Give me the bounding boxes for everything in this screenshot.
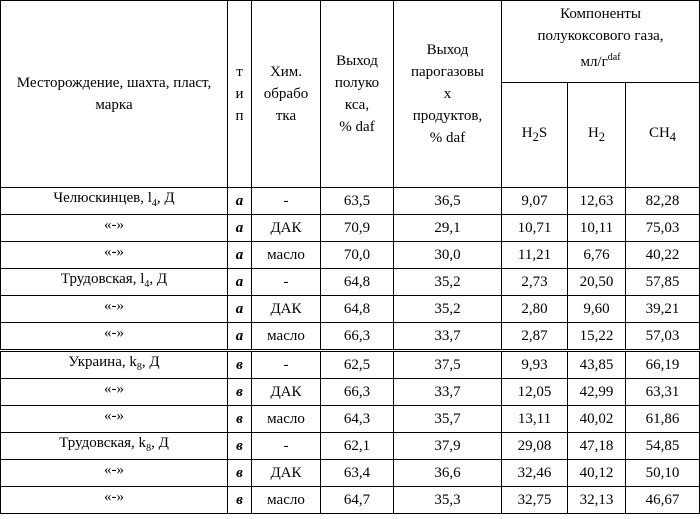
cell-type: в	[228, 433, 252, 460]
cell-ch4: 57,03	[626, 323, 700, 351]
cell-ch4: 63,31	[626, 379, 700, 406]
table-row	[1, 406, 700, 433]
cell-type: а	[228, 323, 252, 351]
cell-type: а	[228, 188, 252, 215]
cell-ch4: 61,86	[626, 406, 700, 433]
cell-h2s: 9,07	[502, 188, 568, 215]
cell-vapor-yield: 37,5	[394, 351, 502, 379]
cell-h2s: 2,73	[502, 269, 568, 296]
header-chem-treatment: Хим. обрабо тка	[252, 1, 321, 188]
cell-chem-treatment: -	[252, 351, 321, 379]
cell-h2: 47,18	[568, 433, 626, 460]
cell-deposit: «-»	[1, 323, 228, 351]
cell-type: а	[228, 215, 252, 242]
cell-semicoke-yield: 64,8	[321, 296, 394, 323]
cell-vapor-yield: 29,1	[394, 215, 502, 242]
cell-semicoke-yield: 66,3	[321, 323, 394, 351]
cell-vapor-yield: 33,7	[394, 323, 502, 351]
cell-chem-treatment: -	[252, 269, 321, 296]
cell-h2s: 9,93	[502, 351, 568, 379]
cell-chem-treatment: масло	[252, 242, 321, 269]
cell-vapor-yield: 35,2	[394, 296, 502, 323]
cell-semicoke-yield: 64,8	[321, 269, 394, 296]
table-row	[1, 460, 700, 487]
cell-vapor-yield: 36,5	[394, 188, 502, 215]
cell-type: в	[228, 379, 252, 406]
header-vapor-yield: Выход парогазовы х продуктов, % daf	[394, 1, 502, 188]
cell-ch4: 40,22	[626, 242, 700, 269]
header-ch4: $CH_4$	[626, 83, 700, 188]
table-row	[1, 433, 700, 460]
table-row	[1, 269, 700, 296]
cell-ch4: 50,10	[626, 460, 700, 487]
cell-chem-treatment: ДАК	[252, 379, 321, 406]
cell-h2: 42,99	[568, 379, 626, 406]
cell-semicoke-yield: 70,9	[321, 215, 394, 242]
cell-chem-treatment: масло	[252, 487, 321, 514]
header-h2: $H_2$	[568, 83, 626, 188]
cell-type: в	[228, 406, 252, 433]
cell-h2: 15,22	[568, 323, 626, 351]
table-row	[1, 323, 700, 351]
cell-type: а	[228, 296, 252, 323]
cell-ch4: 54,85	[626, 433, 700, 460]
cell-h2: 20,50	[568, 269, 626, 296]
cell-h2s: 32,75	[502, 487, 568, 514]
cell-semicoke-yield: 63,5	[321, 188, 394, 215]
cell-h2s: 10,71	[502, 215, 568, 242]
cell-deposit: «-»	[1, 487, 228, 514]
header-semicoke-yield: Выход полуко кса, % daf	[321, 1, 394, 188]
table-row	[1, 351, 700, 379]
cell-type: в	[228, 460, 252, 487]
cell-h2: 43,85	[568, 351, 626, 379]
cell-deposit: Украина, $k_8$, Д	[1, 351, 228, 379]
cell-h2s: 12,05	[502, 379, 568, 406]
cell-semicoke-yield: 64,3	[321, 406, 394, 433]
cell-deposit: Челюскинцев, $l_4$, Д	[1, 188, 228, 215]
cell-type: в	[228, 487, 252, 514]
cell-chem-treatment: ДАК	[252, 215, 321, 242]
header-type: т и п	[228, 1, 252, 188]
cell-ch4: 46,67	[626, 487, 700, 514]
cell-h2: 6,76	[568, 242, 626, 269]
cell-chem-treatment: -	[252, 188, 321, 215]
table-body	[1, 188, 700, 514]
cell-h2s: 13,11	[502, 406, 568, 433]
cell-type: а	[228, 242, 252, 269]
cell-ch4: 39,21	[626, 296, 700, 323]
cell-h2: 9,60	[568, 296, 626, 323]
cell-semicoke-yield: 64,7	[321, 487, 394, 514]
table-row	[1, 188, 700, 215]
table-row	[1, 379, 700, 406]
cell-deposit: «-»	[1, 215, 228, 242]
cell-type: а	[228, 269, 252, 296]
cell-vapor-yield: 35,7	[394, 406, 502, 433]
cell-chem-treatment: масло	[252, 323, 321, 351]
cell-vapor-yield: 35,2	[394, 269, 502, 296]
cell-chem-treatment: ДАК	[252, 460, 321, 487]
cell-ch4: 82,28	[626, 188, 700, 215]
cell-deposit: «-»	[1, 406, 228, 433]
table-row	[1, 487, 700, 514]
cell-semicoke-yield: 66,3	[321, 379, 394, 406]
cell-semicoke-yield: 62,1	[321, 433, 394, 460]
cell-vapor-yield: 35,3	[394, 487, 502, 514]
table-row	[1, 242, 700, 269]
cell-vapor-yield: 36,6	[394, 460, 502, 487]
cell-vapor-yield: 37,9	[394, 433, 502, 460]
cell-deposit: «-»	[1, 379, 228, 406]
table-row	[1, 215, 700, 242]
cell-h2s: 2,80	[502, 296, 568, 323]
cell-semicoke-yield: 70,0	[321, 242, 394, 269]
cell-h2: 40,02	[568, 406, 626, 433]
table-row	[1, 296, 700, 323]
cell-chem-treatment: ДАК	[252, 296, 321, 323]
cell-h2s: 32,46	[502, 460, 568, 487]
header-gas-components: Компоненты полукоксового газа, $мл/г^{daf}$	[502, 1, 700, 83]
cell-vapor-yield: 30,0	[394, 242, 502, 269]
cell-deposit: Трудовская, $l_4$, Д	[1, 269, 228, 296]
cell-type: в	[228, 351, 252, 379]
cell-ch4: 75,03	[626, 215, 700, 242]
cell-h2: 10,11	[568, 215, 626, 242]
cell-ch4: 66,19	[626, 351, 700, 379]
cell-deposit: «-»	[1, 296, 228, 323]
cell-h2s: 29,08	[502, 433, 568, 460]
cell-h2s: 2,87	[502, 323, 568, 351]
cell-semicoke-yield: 63,4	[321, 460, 394, 487]
cell-chem-treatment: масло	[252, 406, 321, 433]
cell-ch4: 57,85	[626, 269, 700, 296]
cell-chem-treatment: -	[252, 433, 321, 460]
header-deposit: Месторождение, шахта, пласт, марка	[1, 1, 228, 188]
cell-h2: 32,13	[568, 487, 626, 514]
cell-h2s: 11,21	[502, 242, 568, 269]
cell-deposit: «-»	[1, 460, 228, 487]
cell-semicoke-yield: 62,5	[321, 351, 394, 379]
header-h2s: $H_2S$	[502, 83, 568, 188]
cell-vapor-yield: 33,7	[394, 379, 502, 406]
cell-h2: 40,12	[568, 460, 626, 487]
cell-deposit: «-»	[1, 242, 228, 269]
cell-deposit: Трудовская, $k_8$, Д	[1, 433, 228, 460]
cell-h2: 12,63	[568, 188, 626, 215]
